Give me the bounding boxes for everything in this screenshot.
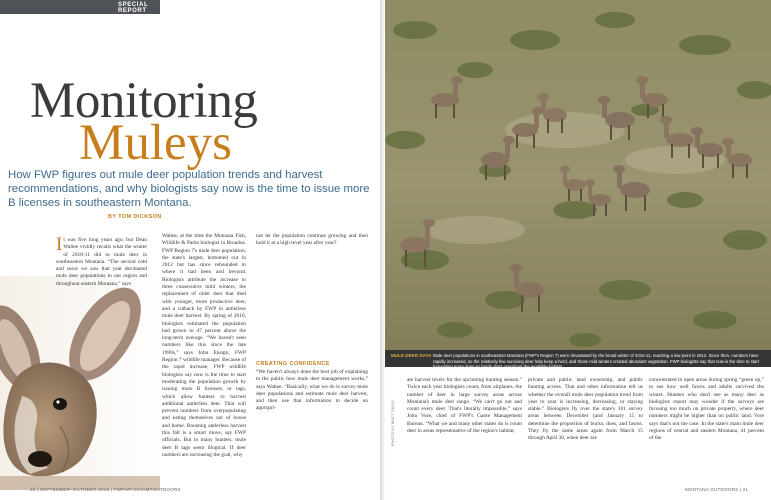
subhead: CREATING CONFIDENCE [256,361,330,367]
body-column-3-text: “We haven't always done the best job of explaining to the public how mule deer management works,” says Waltee. “Basically, what we do is survey mule deer populations and estimate mule deer harvest, and then use that information to decide on appropri- [256,369,368,412]
body-column-6: concentrated in open areas during spring “green up,” to see how well fawns and adults survived the winter. Hunters who don't see as many deer as biologists report may wonder if the surveys are focusing too much on private property, where deer numbers might be higher than on public land. Vore says that's not the case. In the state's main mule deer regions of central and eastern Montana, 41 percent of the [649,377,764,442]
body-column-3-top: not let the population continue growing and then hold it at a high level year after year? [256,233,368,247]
section-label: SPECIAL REPORT [118,2,149,14]
body-column-5: private and public land ownership, and public hunting access. That and other information tell us whether the overall mule deer population trend from year to year is increasing, decreasing, or staying stable.” Biologists fly over the state's 101 survey areas between December (and January 15 to determine the proportion of bucks, does, and fawns. They fly the same areas again from March 15 through April 30, when deer are [528,377,643,442]
photo-caption [385,350,771,367]
left-page [0,0,380,500]
caption-text: Mule deer populations in southeastern Montana (FWP's Region 7) were devastated by the brutal winter of 2010-11, reaching a low point in 2012. Since then, numbers have rapidly increased, so the relatively few surviving deer help keep a herd, and those mild winters created abundant vegetation. FWP biologists say that now is the time to start harvesting more does so herds don't overshoot the available habitat. [433,353,759,369]
body-column-1-text: t was five long years ago, but Dean Waltee vividly recalls what the winter of 2010-11 did to mule deer in southeastern Montana. “The second cold and snow we saw that year decimated mule deer populations in our region and throughout eastern Montana,” says [56,237,147,287]
section-tab [0,0,160,14]
article-dek: How FWP figures out mule deer population trends and harvest recommendations, and why biologists say now is the time to issue more B licenses in southeastern Montana. [8,169,370,209]
photo-credit: PHOTO BY MATT DAVIS [391,400,395,447]
byline: BY TOM DICKSON [108,214,162,220]
right-folio: MONTANA OUTDOORS | 21 [685,487,749,492]
body-column-3 [256,361,368,413]
article-title-line2: Muleys [79,115,232,171]
article-title-line1: Monitoring [30,73,258,129]
caption-label: MULE DEER DATA [391,353,432,358]
body-column-1 [56,234,147,288]
right-page [385,0,771,500]
mule-deer-portrait-image [0,276,160,490]
drop-cap: I [56,234,63,255]
mule-deer-herd-photo [385,0,771,367]
body-column-4: ate harvest levels for the upcoming hunting season.” Twice each year biologists count, from airplanes, the number of deer in large survey areas across Montana's mule deer range. “We can't go out and count every deer. That's literally impossible,” says John Vore, chief of FWP's Game Management Bureau. “What we and many other states do is count deer in areas representative of the region's habitat, [407,377,522,435]
body-column-2: Waltee, at the time the Montana Fish, Wildlife & Parks biologist in Broadus. FWP Region 7's mule deer population, the state's largest, bottomed out in 2012 but has since rebounded to where it had been and beyond. Biologists attribute the increase to three consecutive mild winters, the replacement of older deer that died with younger, more productive deer, and a cutback by FWP in antlerless mule deer harvest. By spring of 2016, biologists estimated the population had grown to 47 percent above the long-term average. “We haven't seen numbers like this since the late 1990s,” says John Ensign, FWP Region 7 wildlife manager. Because of the rapid increase, FWP wildlife biologists say now is the time to start moderating the population growth by issuing more B licenses, or tags, which allow hunters to harvest additional antlerless deer. That will prevent numbers from overpopulating and eating themselves out of house and home. Boosting antlerless harvest this fall is a smart move, say FWP officials. But to many hunters, mule deer B tags seem illogical. If deer numbers are increasing the goal, why [162,233,246,458]
left-folio: 20 | SEPTEMBER–OCTOBER 2016 | FWP.MT.GOV/MTOUTDOORS [30,487,181,492]
